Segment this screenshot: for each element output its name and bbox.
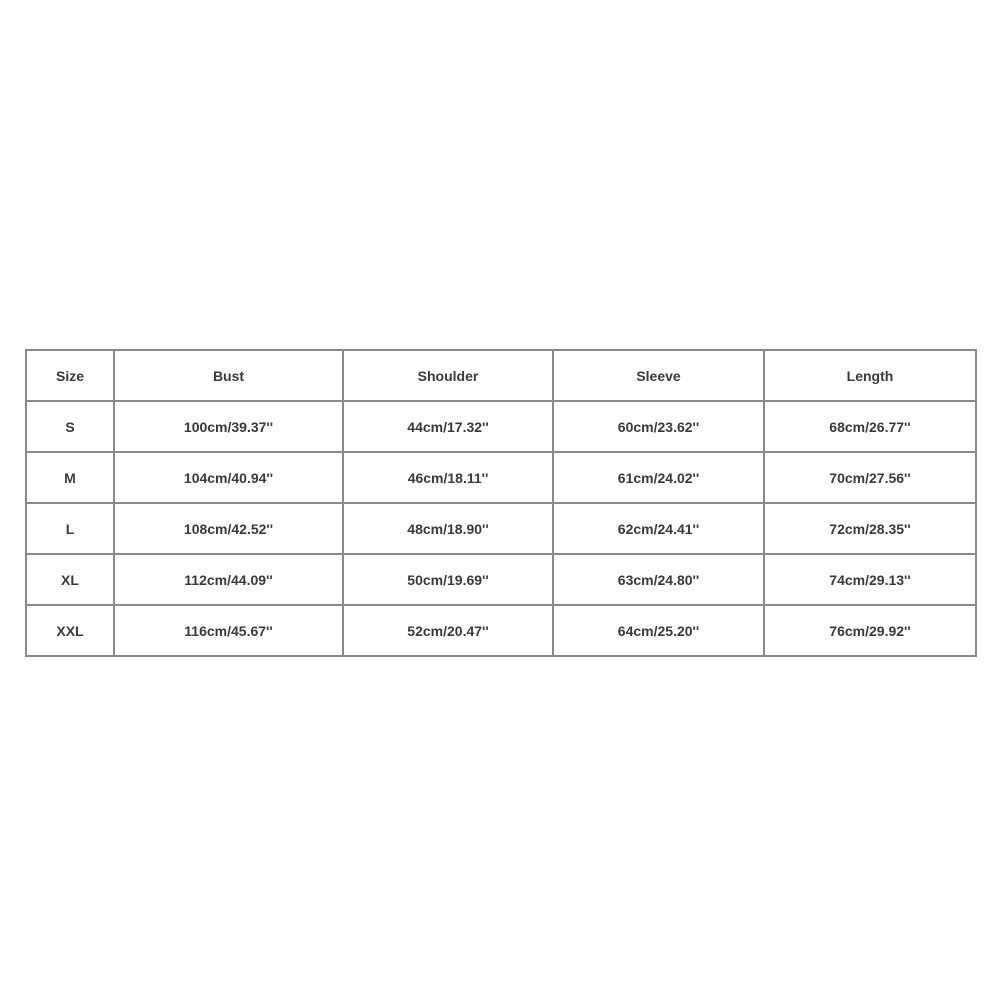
cell-bust: 108cm/42.52'' <box>114 503 343 554</box>
cell-bust: 104cm/40.94'' <box>114 452 343 503</box>
table-row <box>26 503 976 554</box>
cell-sleeve: 60cm/23.62'' <box>553 401 764 452</box>
header-sleeve: Sleeve <box>553 350 764 401</box>
cell-sleeve: 61cm/24.02'' <box>553 452 764 503</box>
cell-size: S <box>26 401 114 452</box>
cell-size: L <box>26 503 114 554</box>
cell-sleeve: 63cm/24.80'' <box>553 554 764 605</box>
table-row <box>26 452 976 503</box>
cell-shoulder: 52cm/20.47'' <box>343 605 553 656</box>
cell-bust: 100cm/39.37'' <box>114 401 343 452</box>
cell-size: M <box>26 452 114 503</box>
cell-size: XL <box>26 554 114 605</box>
cell-shoulder: 48cm/18.90'' <box>343 503 553 554</box>
cell-bust: 112cm/44.09'' <box>114 554 343 605</box>
header-bust: Bust <box>114 350 343 401</box>
cell-length: 68cm/26.77'' <box>764 401 976 452</box>
cell-length: 76cm/29.92'' <box>764 605 976 656</box>
header-length: Length <box>764 350 976 401</box>
cell-length: 72cm/28.35'' <box>764 503 976 554</box>
table-row <box>26 605 976 656</box>
cell-shoulder: 46cm/18.11'' <box>343 452 553 503</box>
header-row <box>26 350 976 401</box>
cell-shoulder: 44cm/17.32'' <box>343 401 553 452</box>
cell-shoulder: 50cm/19.69'' <box>343 554 553 605</box>
header-shoulder: Shoulder <box>343 350 553 401</box>
cell-sleeve: 62cm/24.41'' <box>553 503 764 554</box>
cell-length: 74cm/29.13'' <box>764 554 976 605</box>
size-chart-table <box>25 349 977 657</box>
cell-bust: 116cm/45.67'' <box>114 605 343 656</box>
table-row <box>26 401 976 452</box>
cell-size: XXL <box>26 605 114 656</box>
table-row <box>26 554 976 605</box>
cell-sleeve: 64cm/25.20'' <box>553 605 764 656</box>
cell-length: 70cm/27.56'' <box>764 452 976 503</box>
header-size: Size <box>26 350 114 401</box>
